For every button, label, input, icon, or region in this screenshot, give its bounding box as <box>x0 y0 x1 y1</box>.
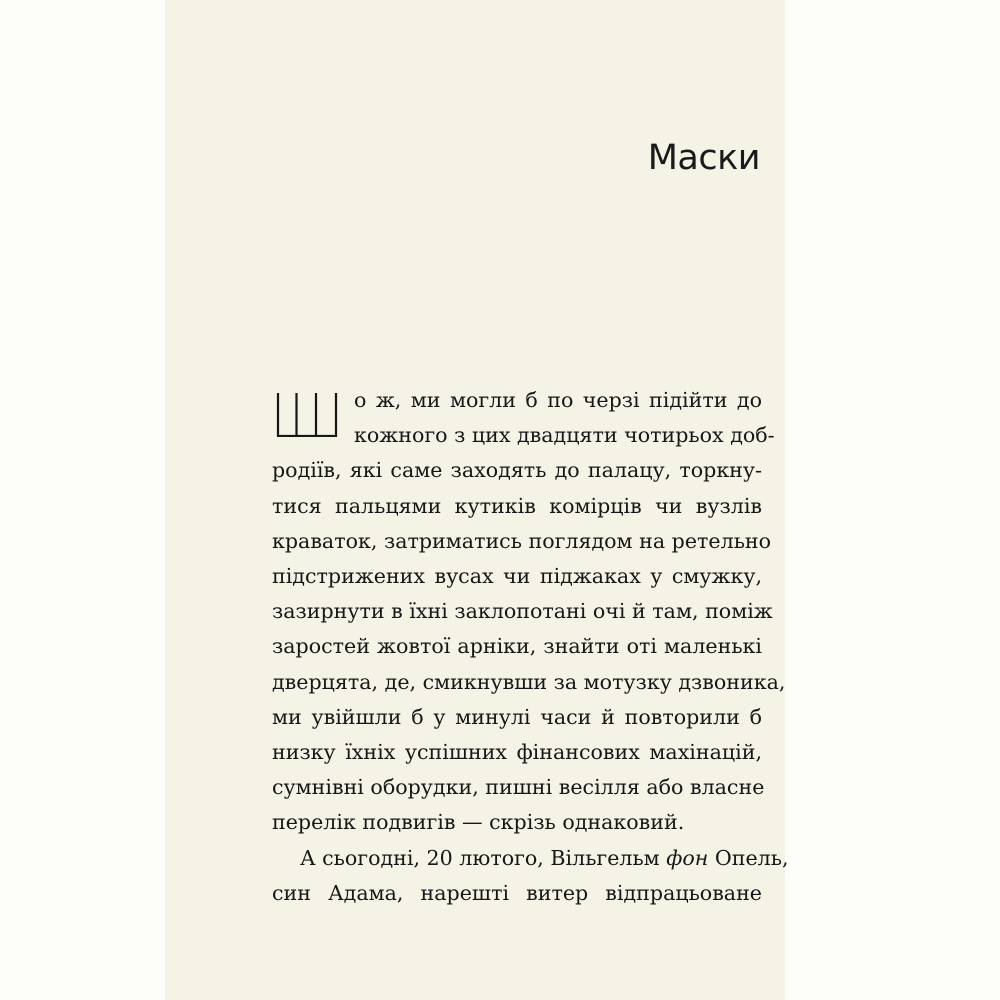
text-line: дверцята, де, смикнувши за мотузку дзвоника, <box>272 669 786 694</box>
paragraph-2-first-line: А сьогодні, 20 лютого, Вільгельм фон Опель, <box>300 845 789 870</box>
text-line: син Адама, нарешті витер відпрацьоване <box>272 880 762 905</box>
text-line: о ж, ми могли б по черзі підійти до <box>354 388 762 412</box>
text-line: краваток, затриматись поглядом на ретельно <box>272 528 772 553</box>
body-text <box>272 383 789 911</box>
text-line: заростей жовтої арніки, знайти оті маленькі <box>272 634 762 659</box>
text-line: зазирнути в їхні заклопотані очі й там, поміж <box>272 599 773 624</box>
chapter-title: Маски <box>647 138 760 178</box>
text-line: ми увійшли б у минулі часи й повторили б <box>272 704 762 729</box>
text-line: сумнівні оборудки, пишні весілля або власне <box>272 775 765 800</box>
text-line: низку їхніх успішних фінансових махінацій, <box>272 740 762 765</box>
text-line: кожного з цих двадцяти чотирьох доб- <box>354 423 775 448</box>
text-line: родіїв, які саме заходять до палацу, торкну- <box>272 458 762 483</box>
text-line: тися пальцями кутиків комірців чи вузлів <box>272 493 762 518</box>
text-line: перелік подвигів — скрізь однаковий. <box>272 810 685 835</box>
text-line: підстрижених вусах чи піджаках у смужку, <box>272 564 762 589</box>
